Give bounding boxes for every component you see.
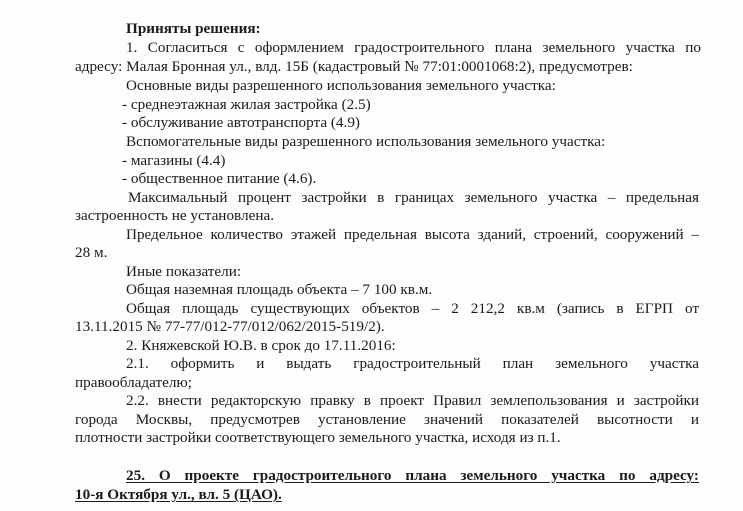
- other-indicators-title: Иные показатели:: [126, 263, 242, 280]
- aux-use-item-2: - общественное питание (4.6).: [122, 170, 317, 187]
- item2-2-line1: 2.2. внести редакторскую правку в проект Правил землепользования и застройки: [126, 392, 699, 409]
- item2: 2. Княжевской Ю.В. в срок до 17.11.2016:: [126, 337, 396, 354]
- floors-line1: Предельное количество этажей предельная высота зданий, строений, сооружений –: [126, 226, 699, 243]
- decisions-heading: Приняты решения:: [126, 20, 261, 37]
- item2-2-line2: города Москвы, предусмотрев установление значений показателей высотности и: [75, 411, 699, 428]
- existing-area-line1: Общая площадь существующих объектов – 2 212,2 кв.м (запись в ЕГРП от: [126, 300, 699, 317]
- item2-1-line2: правообладателю;: [75, 374, 192, 391]
- ground-area: Общая наземная площадь объекта – 7 100 кв.м.: [126, 281, 433, 298]
- section-25-title-line2: 10-я Октября ул., вл. 5 (ЦАО).: [75, 486, 282, 503]
- main-use-item-2: - обслуживание автотранспорта (4.9): [122, 114, 360, 131]
- item2-1-line1: 2.1. оформить и выдать градостроительный план земельного участка: [126, 355, 699, 372]
- aux-use-item-1: - магазины (4.4): [122, 152, 226, 169]
- item2-2-line3: плотности застройки соответствующего земельного участка, исходя из п.1.: [75, 429, 561, 446]
- existing-area-line2: 13.11.2015 № 77-77/012-77/012/062/2015-519/2).: [75, 318, 385, 335]
- max-percent-line1: Максимальный процент застройки в границах земельного участка – предельная: [128, 189, 699, 206]
- section-25-title-line1: 25. О проекте градостроительного плана земельного участка по адресу:: [126, 467, 699, 484]
- main-uses-title: Основные виды разрешенного использования земельного участка:: [126, 77, 556, 94]
- item1-line1: 1. Согласиться с оформлением градостроительного плана земельного участка по: [126, 39, 701, 56]
- main-use-item-1: - среднеэтажная жилая застройка (2.5): [122, 96, 371, 113]
- item1-line2: адресу: Малая Бронная ул., влд. 15Б (кадастровый № 77:01:0001068:2), предусмотрев:: [75, 58, 633, 75]
- floors-line2: 28 м.: [75, 244, 108, 261]
- aux-uses-title: Вспомогательные виды разрешенного использования земельного участка:: [126, 133, 606, 150]
- max-percent-line2: застроенность не установлена.: [75, 207, 274, 224]
